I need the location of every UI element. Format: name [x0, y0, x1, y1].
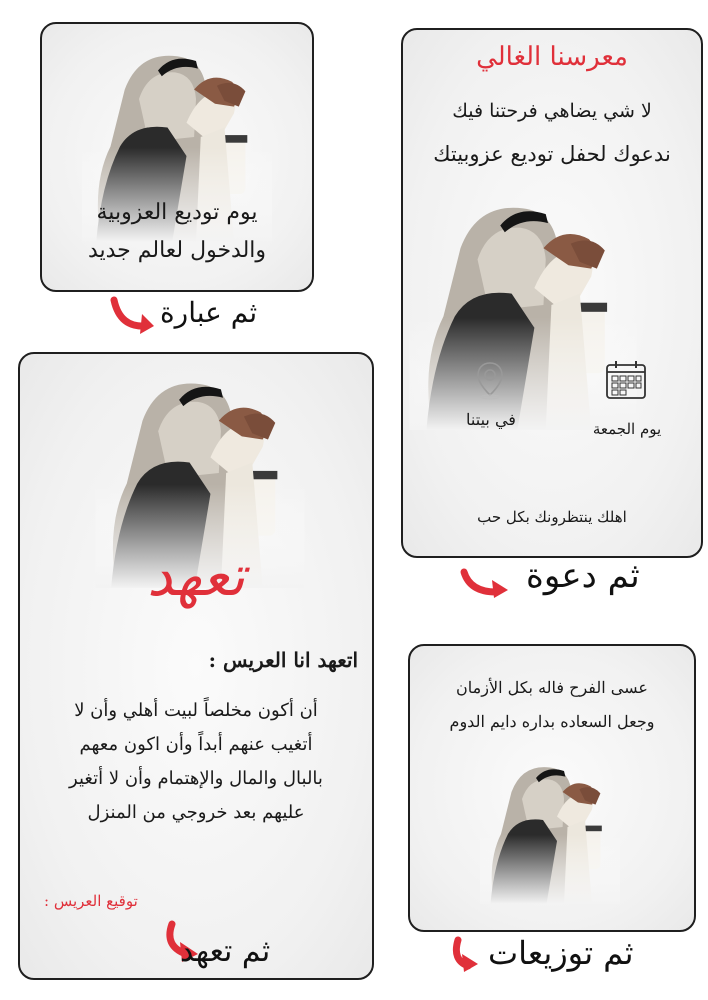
- pledge-card: [18, 352, 374, 980]
- invite-line-1: لا شي يضاهي فرحتنا فيك: [452, 100, 652, 122]
- giveaway-card: [408, 644, 696, 932]
- place-label: في بيتنا: [466, 410, 516, 429]
- invite-footer: اهلك ينتظرونك بكل حب: [477, 508, 627, 526]
- curved-arrow-icon: [448, 936, 484, 976]
- calendar-icon: [605, 360, 647, 400]
- curved-arrow-icon: [458, 566, 514, 600]
- phrase-line-2: والدخول لعالم جديد: [87, 238, 267, 263]
- invitation-card: [401, 28, 703, 558]
- man-in-ghutra-photo: [480, 742, 620, 912]
- caption-invite: ثم دعوة: [526, 556, 640, 596]
- pledge-body-line: أن أكون مخلصاً لبيت أهلي وأن لا: [74, 700, 318, 721]
- caption-giveaway: ثم توزيعات: [488, 934, 634, 972]
- pledge-heading: اتعهد انا العريس :: [208, 648, 358, 672]
- location-pin-icon: [475, 360, 505, 400]
- pledge-body-line: أتغيب عنهم أبداً وأن اكون معهم: [79, 734, 313, 755]
- pledge-body-line: بالبال والمال والإهتمام وأن لا أتغير: [69, 768, 323, 789]
- phrase-line-1: يوم توديع العزوبية: [96, 200, 258, 225]
- caption-pledge: ثم تعهد: [180, 934, 271, 969]
- pledge-title: تعهد: [147, 544, 245, 609]
- invite-line-2: ندعوك لحفل توديع عزوبيتك: [433, 142, 671, 166]
- giveaway-line-1: عسى الفرح فاله بكل الأزمان: [456, 678, 648, 697]
- phrase-card: [40, 22, 314, 292]
- pledge-body-line: عليهم بعد خروجي من المنزل: [87, 802, 305, 823]
- giveaway-line-2: وجعل السعاده بداره دايم الدوم: [449, 712, 655, 731]
- curved-arrow-icon: [106, 294, 158, 338]
- pledge-body: [40, 694, 352, 830]
- day-label: يوم الجمعة: [592, 420, 662, 438]
- caption-phrase: ثم عبارة: [160, 296, 258, 329]
- invite-title: معرسنا الغالي: [476, 42, 628, 72]
- signature-label: توقيع العريس :: [44, 892, 138, 910]
